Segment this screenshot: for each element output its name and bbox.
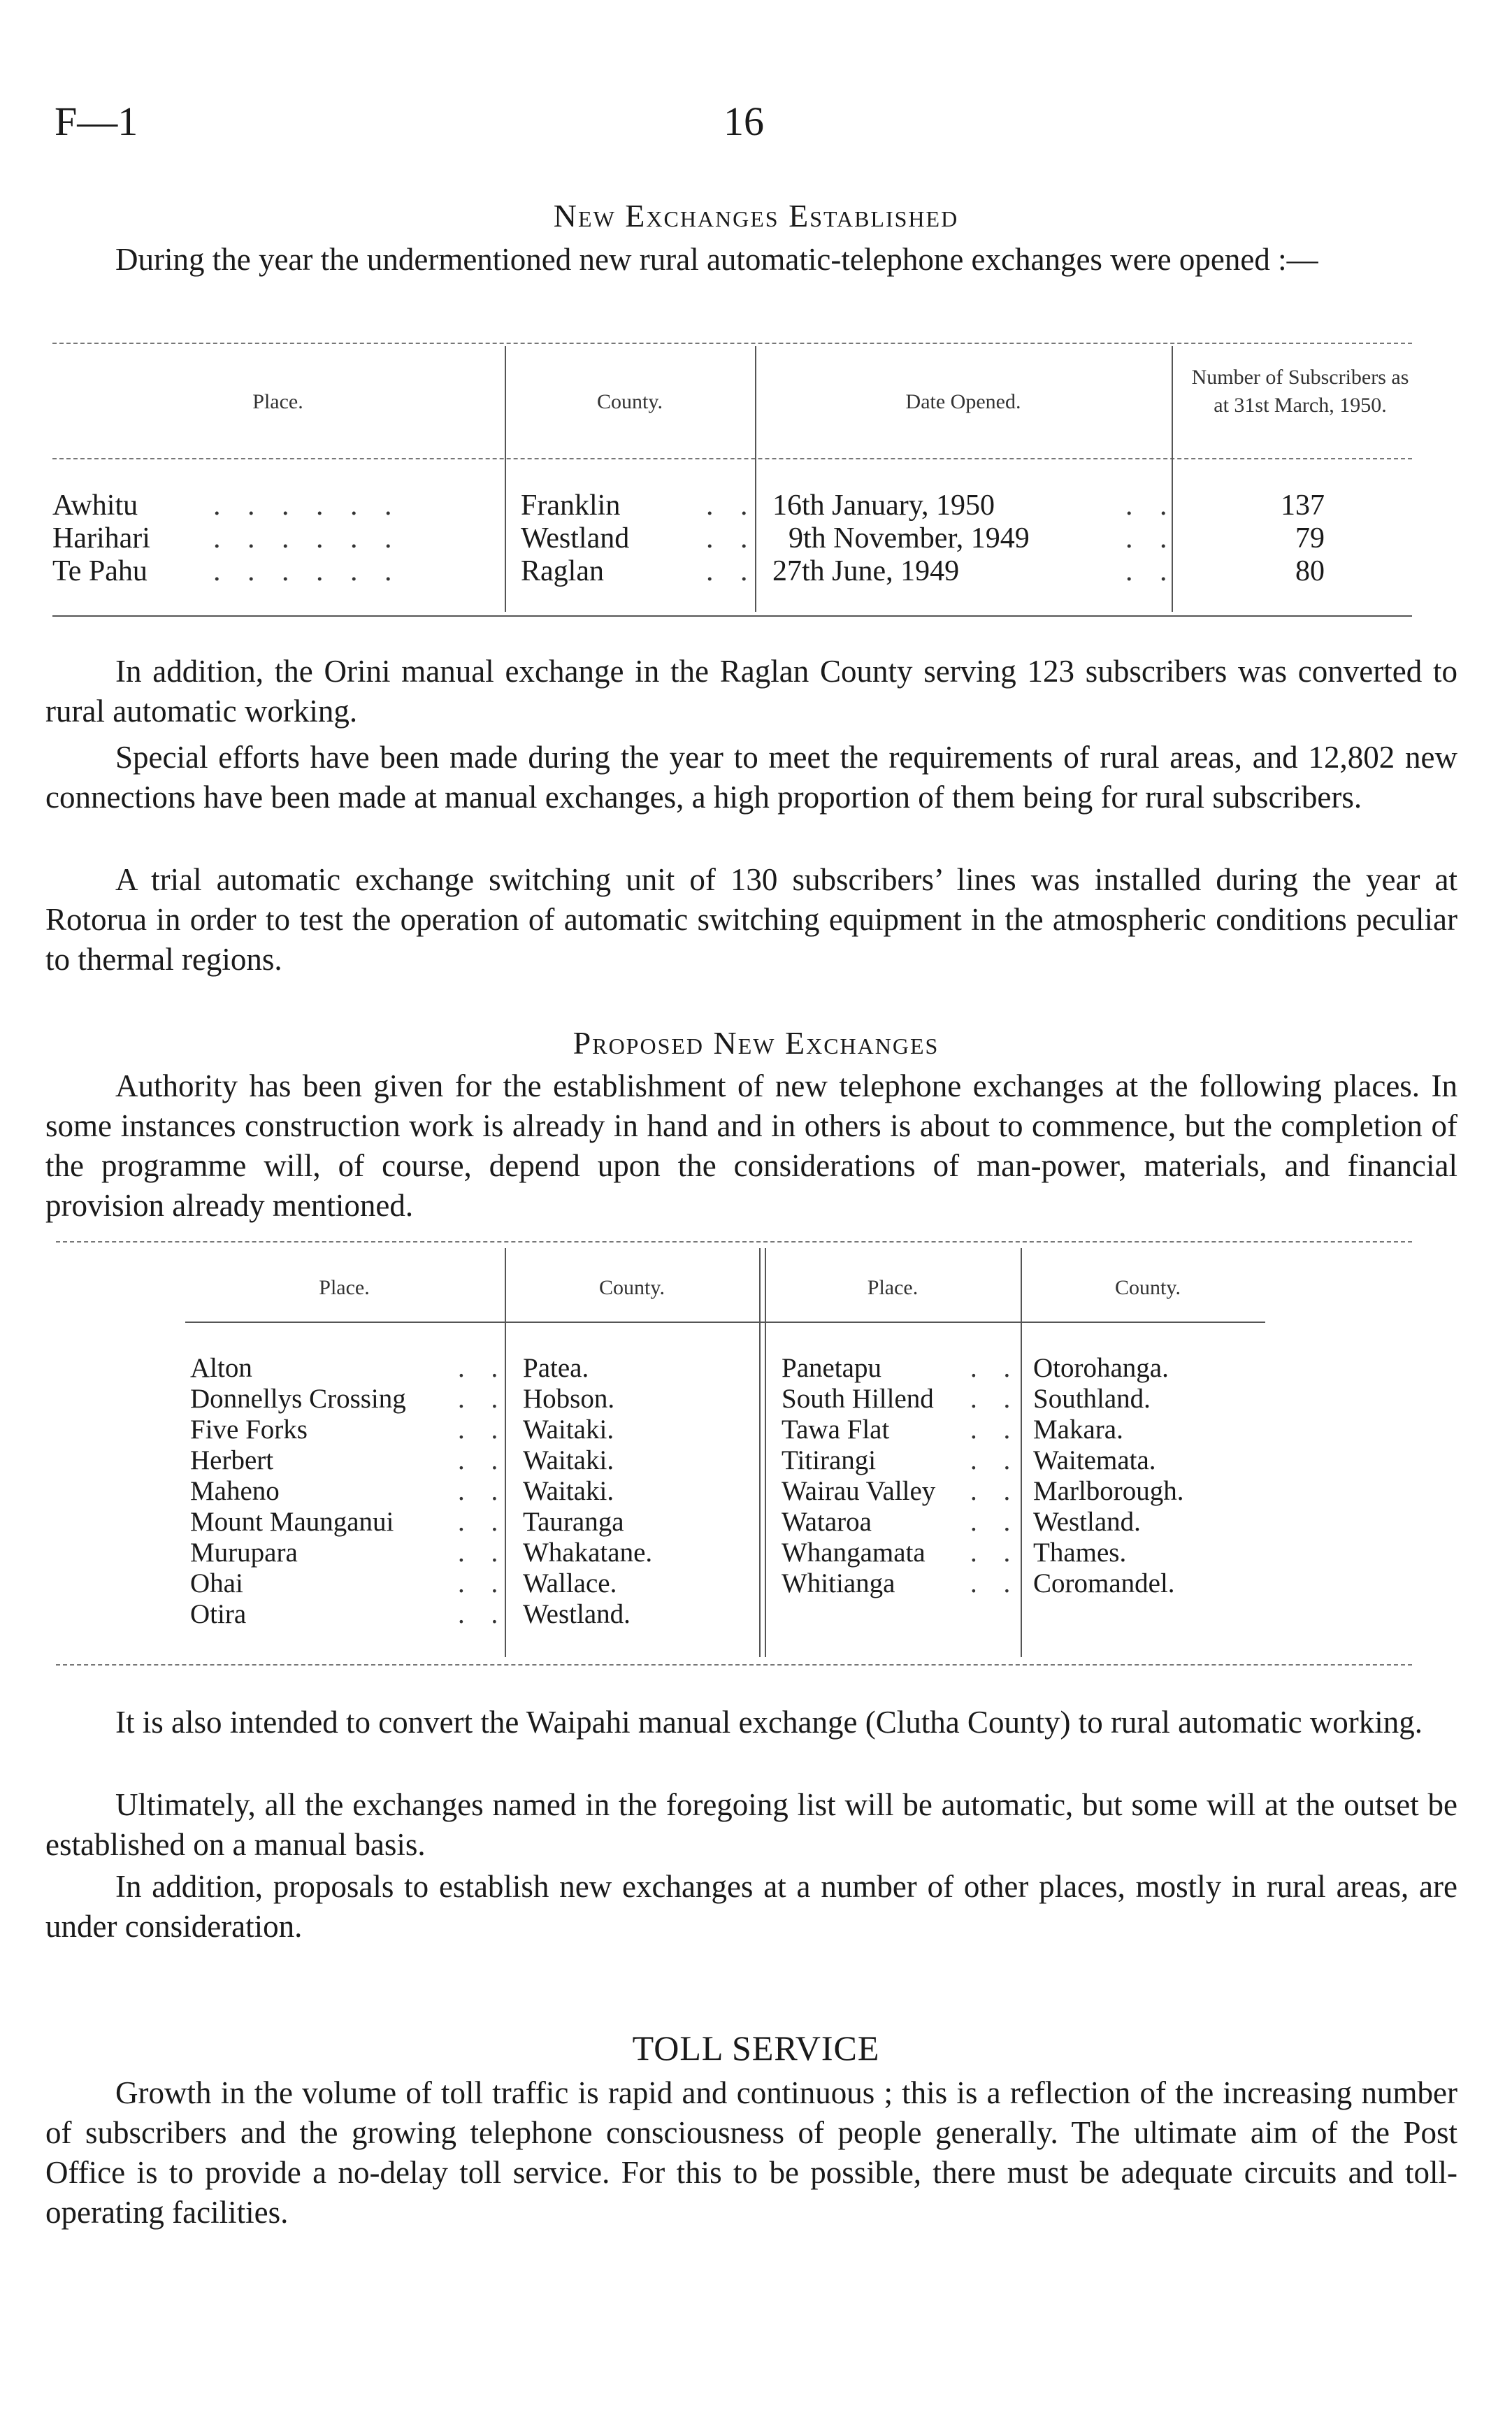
col-divider bbox=[1172, 346, 1173, 612]
leader-dots: . . bbox=[706, 555, 758, 587]
row-county: Coromandel. bbox=[1033, 1568, 1175, 1598]
row-county: Waitaki. bbox=[523, 1415, 614, 1445]
row-place: Five Forks bbox=[190, 1415, 308, 1445]
section-title-new-exchanges: New Exchanges Established bbox=[553, 198, 959, 234]
leader-dots: . . bbox=[458, 1599, 508, 1629]
col-divider bbox=[505, 346, 506, 612]
row-place: Maheno bbox=[190, 1476, 280, 1506]
leader-dots: . . bbox=[458, 1507, 508, 1537]
col-header-county: County. bbox=[597, 390, 663, 413]
row-place: Titirangi bbox=[782, 1445, 877, 1475]
row-county: Westland. bbox=[1033, 1507, 1141, 1537]
col-header-place: Place. bbox=[252, 390, 303, 413]
leader-dots: . . bbox=[1125, 522, 1177, 554]
col-divider bbox=[759, 1248, 761, 1657]
col-header-place: Place. bbox=[867, 1276, 919, 1299]
row-county: Makara. bbox=[1033, 1415, 1123, 1445]
row-place: South Hillend bbox=[782, 1384, 934, 1414]
row-county: Tauranga bbox=[523, 1507, 624, 1537]
col-header-county: County. bbox=[1115, 1276, 1181, 1299]
table-bottom-rule bbox=[52, 615, 1412, 617]
table-top-rule bbox=[56, 1241, 1412, 1243]
row-county: Wallace. bbox=[523, 1568, 617, 1598]
leader-dots: . . bbox=[1125, 489, 1177, 522]
col-divider bbox=[765, 1248, 766, 1657]
col-divider bbox=[505, 1248, 506, 1657]
row-date: 27th June, 1949 bbox=[772, 555, 960, 587]
leader-dots: . . bbox=[970, 1384, 1021, 1414]
report-reference: F—1 bbox=[55, 99, 138, 144]
row-county: Patea. bbox=[523, 1353, 589, 1383]
row-place: Donnellys Crossing bbox=[190, 1384, 406, 1414]
table-top-rule bbox=[52, 343, 1412, 344]
row-county: Westland. bbox=[523, 1599, 631, 1629]
table-bottom-rule bbox=[56, 1664, 1412, 1666]
leader-dots: . . bbox=[458, 1445, 508, 1475]
row-county: Otorohanga. bbox=[1033, 1353, 1169, 1383]
row-place: Tawa Flat bbox=[782, 1415, 890, 1445]
leader-dots: . . . . . . bbox=[213, 555, 402, 587]
leader-dots: . . . . . . bbox=[213, 489, 402, 522]
leader-dots: . . bbox=[458, 1476, 508, 1506]
leader-dots: . . bbox=[706, 522, 758, 554]
leader-dots: . . bbox=[970, 1568, 1021, 1598]
page-number: 16 bbox=[723, 99, 764, 144]
row-subscribers: 79 bbox=[1295, 522, 1325, 554]
row-subscribers: 80 bbox=[1295, 555, 1325, 587]
leader-dots: . . bbox=[706, 489, 758, 522]
leader-dots: . . . . . . bbox=[213, 522, 402, 554]
row-place: Mount Maunganui bbox=[190, 1507, 394, 1537]
row-county: Waitaki. bbox=[523, 1445, 614, 1475]
row-place: Whitianga bbox=[782, 1568, 895, 1598]
row-date: 9th November, 1949 bbox=[789, 522, 1030, 554]
row-county: Raglan bbox=[521, 555, 604, 587]
leader-dots: . . bbox=[970, 1538, 1021, 1568]
row-place: Harihari bbox=[52, 522, 150, 554]
section-title-proposed-exchanges: Proposed New Exchanges bbox=[573, 1025, 939, 1061]
paragraph-toll-service: Growth in the volume of toll traffic is rapid and continuous ; this is a reflection of the increasing number of subscribers and the growing telephone consciousness of people generally. The ultimate aim of the Post Office is to provide a no-delay toll service. For this to be possible, there must be adequate circuits and toll-operating facilities. bbox=[45, 2075, 1457, 2230]
row-county: Waitemata. bbox=[1033, 1445, 1156, 1475]
row-county: Waitaki. bbox=[523, 1476, 614, 1506]
paragraph-trial-unit: A trial automatic exchange switching unit of 130 subscribers’ lines was installed during the year at Rotorua in order to test the operation of automatic switching equipment in the atmospheric conditions peculiar to thermal regions. bbox=[45, 862, 1457, 977]
row-date: 16th January, 1950 bbox=[772, 489, 995, 522]
row-county: Marlborough. bbox=[1033, 1476, 1184, 1506]
leader-dots: . . bbox=[970, 1445, 1021, 1475]
leader-dots: . . bbox=[458, 1353, 508, 1383]
row-place: Wairau Valley bbox=[782, 1476, 936, 1506]
col-divider bbox=[1021, 1248, 1022, 1657]
row-county: Hobson. bbox=[523, 1384, 615, 1414]
leader-dots: . . bbox=[458, 1384, 508, 1414]
leader-dots: . . bbox=[970, 1476, 1021, 1506]
row-place: Te Pahu bbox=[52, 555, 147, 587]
row-place: Ohai bbox=[190, 1568, 243, 1598]
row-place: Whangamata bbox=[782, 1538, 926, 1568]
row-county: Westland bbox=[521, 522, 630, 554]
row-place: Awhitu bbox=[52, 489, 138, 522]
row-place: Murupara bbox=[190, 1538, 298, 1568]
col-header-place: Place. bbox=[319, 1276, 370, 1299]
table-header-rule bbox=[52, 458, 1412, 459]
intro-paragraph-proposed: Authority has been given for the establishment of new telephone exchanges at the following places. In some instances construction work is already in hand and in others is about to commence, but the completion of the programme will, of course, depend upon the considerations of man-power, materials, and financial provision already mentioned. bbox=[45, 1068, 1457, 1223]
row-county: Southland. bbox=[1033, 1384, 1151, 1414]
paragraph-ultimately: Ultimately, all the exchanges named in the foregoing list will be automatic, but some will at the outset be established on a manual basis. bbox=[45, 1787, 1457, 1862]
leader-dots: . . bbox=[970, 1507, 1021, 1537]
leader-dots: . . bbox=[458, 1415, 508, 1445]
row-county: Franklin bbox=[521, 489, 621, 522]
paragraph-special-efforts: Special efforts have been made during the year to meet the requirements of rural areas, and 12,802 new connections have been made at manual exchanges, a high proportion of them being for rural subscribers. bbox=[45, 740, 1457, 815]
row-place: Wataroa bbox=[782, 1507, 872, 1537]
col-header-date: Date Opened. bbox=[905, 390, 1021, 413]
table-header-rule bbox=[185, 1322, 1265, 1323]
paragraph-other-places: In addition, proposals to establish new exchanges at a number of other places, mostly in rural areas, are under consideration. bbox=[45, 1869, 1457, 1944]
leader-dots: . . bbox=[970, 1353, 1021, 1383]
col-header-county: County. bbox=[599, 1276, 665, 1299]
paragraph-waipahi: It is also intended to convert the Waipahi manual exchange (Clutha County) to rural automatic working. bbox=[115, 1705, 1423, 1740]
row-subscribers: 137 bbox=[1281, 489, 1325, 522]
leader-dots: . . bbox=[458, 1538, 508, 1568]
section-title-toll-service: TOLL SERVICE bbox=[632, 2028, 880, 2068]
intro-paragraph-new-exchanges: During the year the undermentioned new rural automatic-telephone exchanges were opened :— bbox=[115, 242, 1318, 277]
leader-dots: . . bbox=[458, 1568, 508, 1598]
leader-dots: . . bbox=[970, 1415, 1021, 1445]
paragraph-orini: In addition, the Orini manual exchange in the Raglan County serving 123 subscribers was converted to rural automatic working. bbox=[45, 654, 1457, 729]
col-header-subscribers: Number of Subscribers as at 31st March, 1950. bbox=[1191, 366, 1409, 417]
leader-dots: . . bbox=[1125, 555, 1177, 587]
row-county: Whakatane. bbox=[523, 1538, 653, 1568]
row-county: Thames. bbox=[1033, 1538, 1127, 1568]
row-place: Alton bbox=[190, 1353, 252, 1383]
row-place: Panetapu bbox=[782, 1353, 881, 1383]
row-place: Otira bbox=[190, 1599, 247, 1629]
col-divider bbox=[755, 346, 756, 612]
row-place: Herbert bbox=[190, 1445, 274, 1475]
